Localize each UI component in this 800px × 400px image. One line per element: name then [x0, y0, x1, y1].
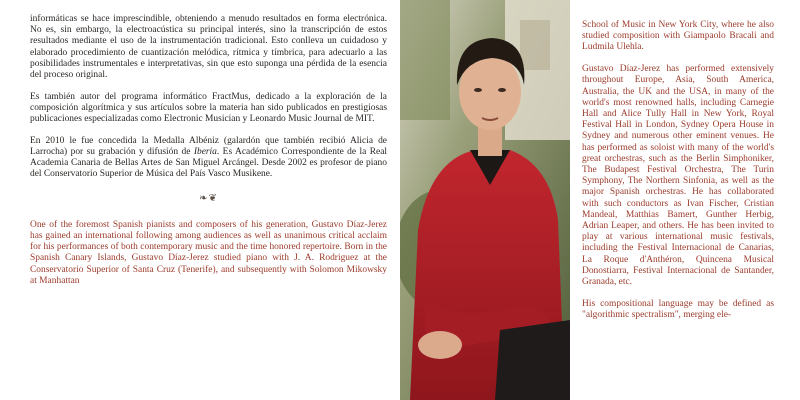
english-paragraph-1: One of the foremost Spanish pianists and composers of his generation, Gustavo Díaz-Jerez has gained an international following among audiences as well as unanimous critical acclaim for his performances of both contemporary music and the time honored repertoire. Born in the Spanish Canary Islands, Gustavo Díaz-Jerez studied piano with J. A. Rodriguez at the Conservatorio Superior of Santa Cruz (Tenerife), and subsequently with Solomon Mikowsky at Manhattan [30, 219, 387, 286]
ornament-divider-icon: ❧❦ [199, 192, 218, 204]
spanish-paragraph-2: Es también autor del programa informático FractMus, dedicado a la exploración de la composición algorítmica y sus artículos sobre la materia han sido publicados en prestigiosas publicaciones especializadas como Electronic Musician y Leonardo Music Journal de MIT. [30, 91, 387, 125]
english-paragraph-3: Gustavo Díaz-Jerez has performed extensively throughout Europe, Asia, South America, Australia, the UK and the USA, in many of the world's most renowned halls, including Carnegie Hall and Alice Tully Hall in New York, Royal Festival Hall in London, Sydney Opera House in Sydney and numerous other eminent venues. He has performed as soloist with many of the world's great orchestras, such as the Berlin Simphoniker, The Budapest Festival Orchestra, The Turin Symphony, The Northern Sinfonia, as well as the major Spanish orchestras. He has collaborated with such conductors as Ivan Fischer, Cristian Mandeal, Matthias Bamert, Gunther Herbig, Adrian Leaper, and others. He has been invited to play at various international music festivals, including the Festival Internacional de Canarias, La Roque d'Anthéron, Quincena Musical Donostiarra, Festival Internacional de Santander, Granada, etc. [582, 64, 774, 287]
portrait-photo [400, 0, 570, 400]
right-column [582, 20, 774, 332]
spanish-paragraph-3-start: En 2010 le fue concedida la Medalla Albéniz (galardón que también recibió Alicia de Larrocha) por su grabación y difusión de [30, 135, 387, 158]
english-paragraph-2: School of Music in New York City, where he also studied composition with Giampaolo Bracali and Ludmila Ulehla. [582, 20, 774, 53]
english-paragraph-4: His compositional language may be defined as "algorithmic spectralism", merging ele- [582, 298, 774, 320]
spanish-paragraph-1: informáticas se hace imprescindible, obteniendo a menudo resultados en forma electrónica. No es, sin embargo, la electroacústica su principal interés, sino la transcripción de estos resultados mediante el uso de la instrumentación tradicional. Esto conlleva un cuidadoso y elaborado procedimiento de cuantización melódica, rítmica y tímbrica, para adecuarlo a las posibilidades instrumentales e interpretativas, sin que esto suponga una pérdida de la esencia del proceso original. [30, 14, 387, 81]
left-column [30, 14, 387, 298]
spanish-paragraph-3-end: . Es Académico Correspondiente de la Real Academia Canaria de Bellas Artes de San Miguel Arcángel. Desde 2002 es profesor de piano del Conservatorio Superior de Música del País Vasco Musikene. [30, 147, 388, 180]
portrait-illustration [400, 0, 570, 400]
iberia-title: Iberia [193, 147, 217, 158]
spanish-paragraph-3 [30, 136, 387, 181]
